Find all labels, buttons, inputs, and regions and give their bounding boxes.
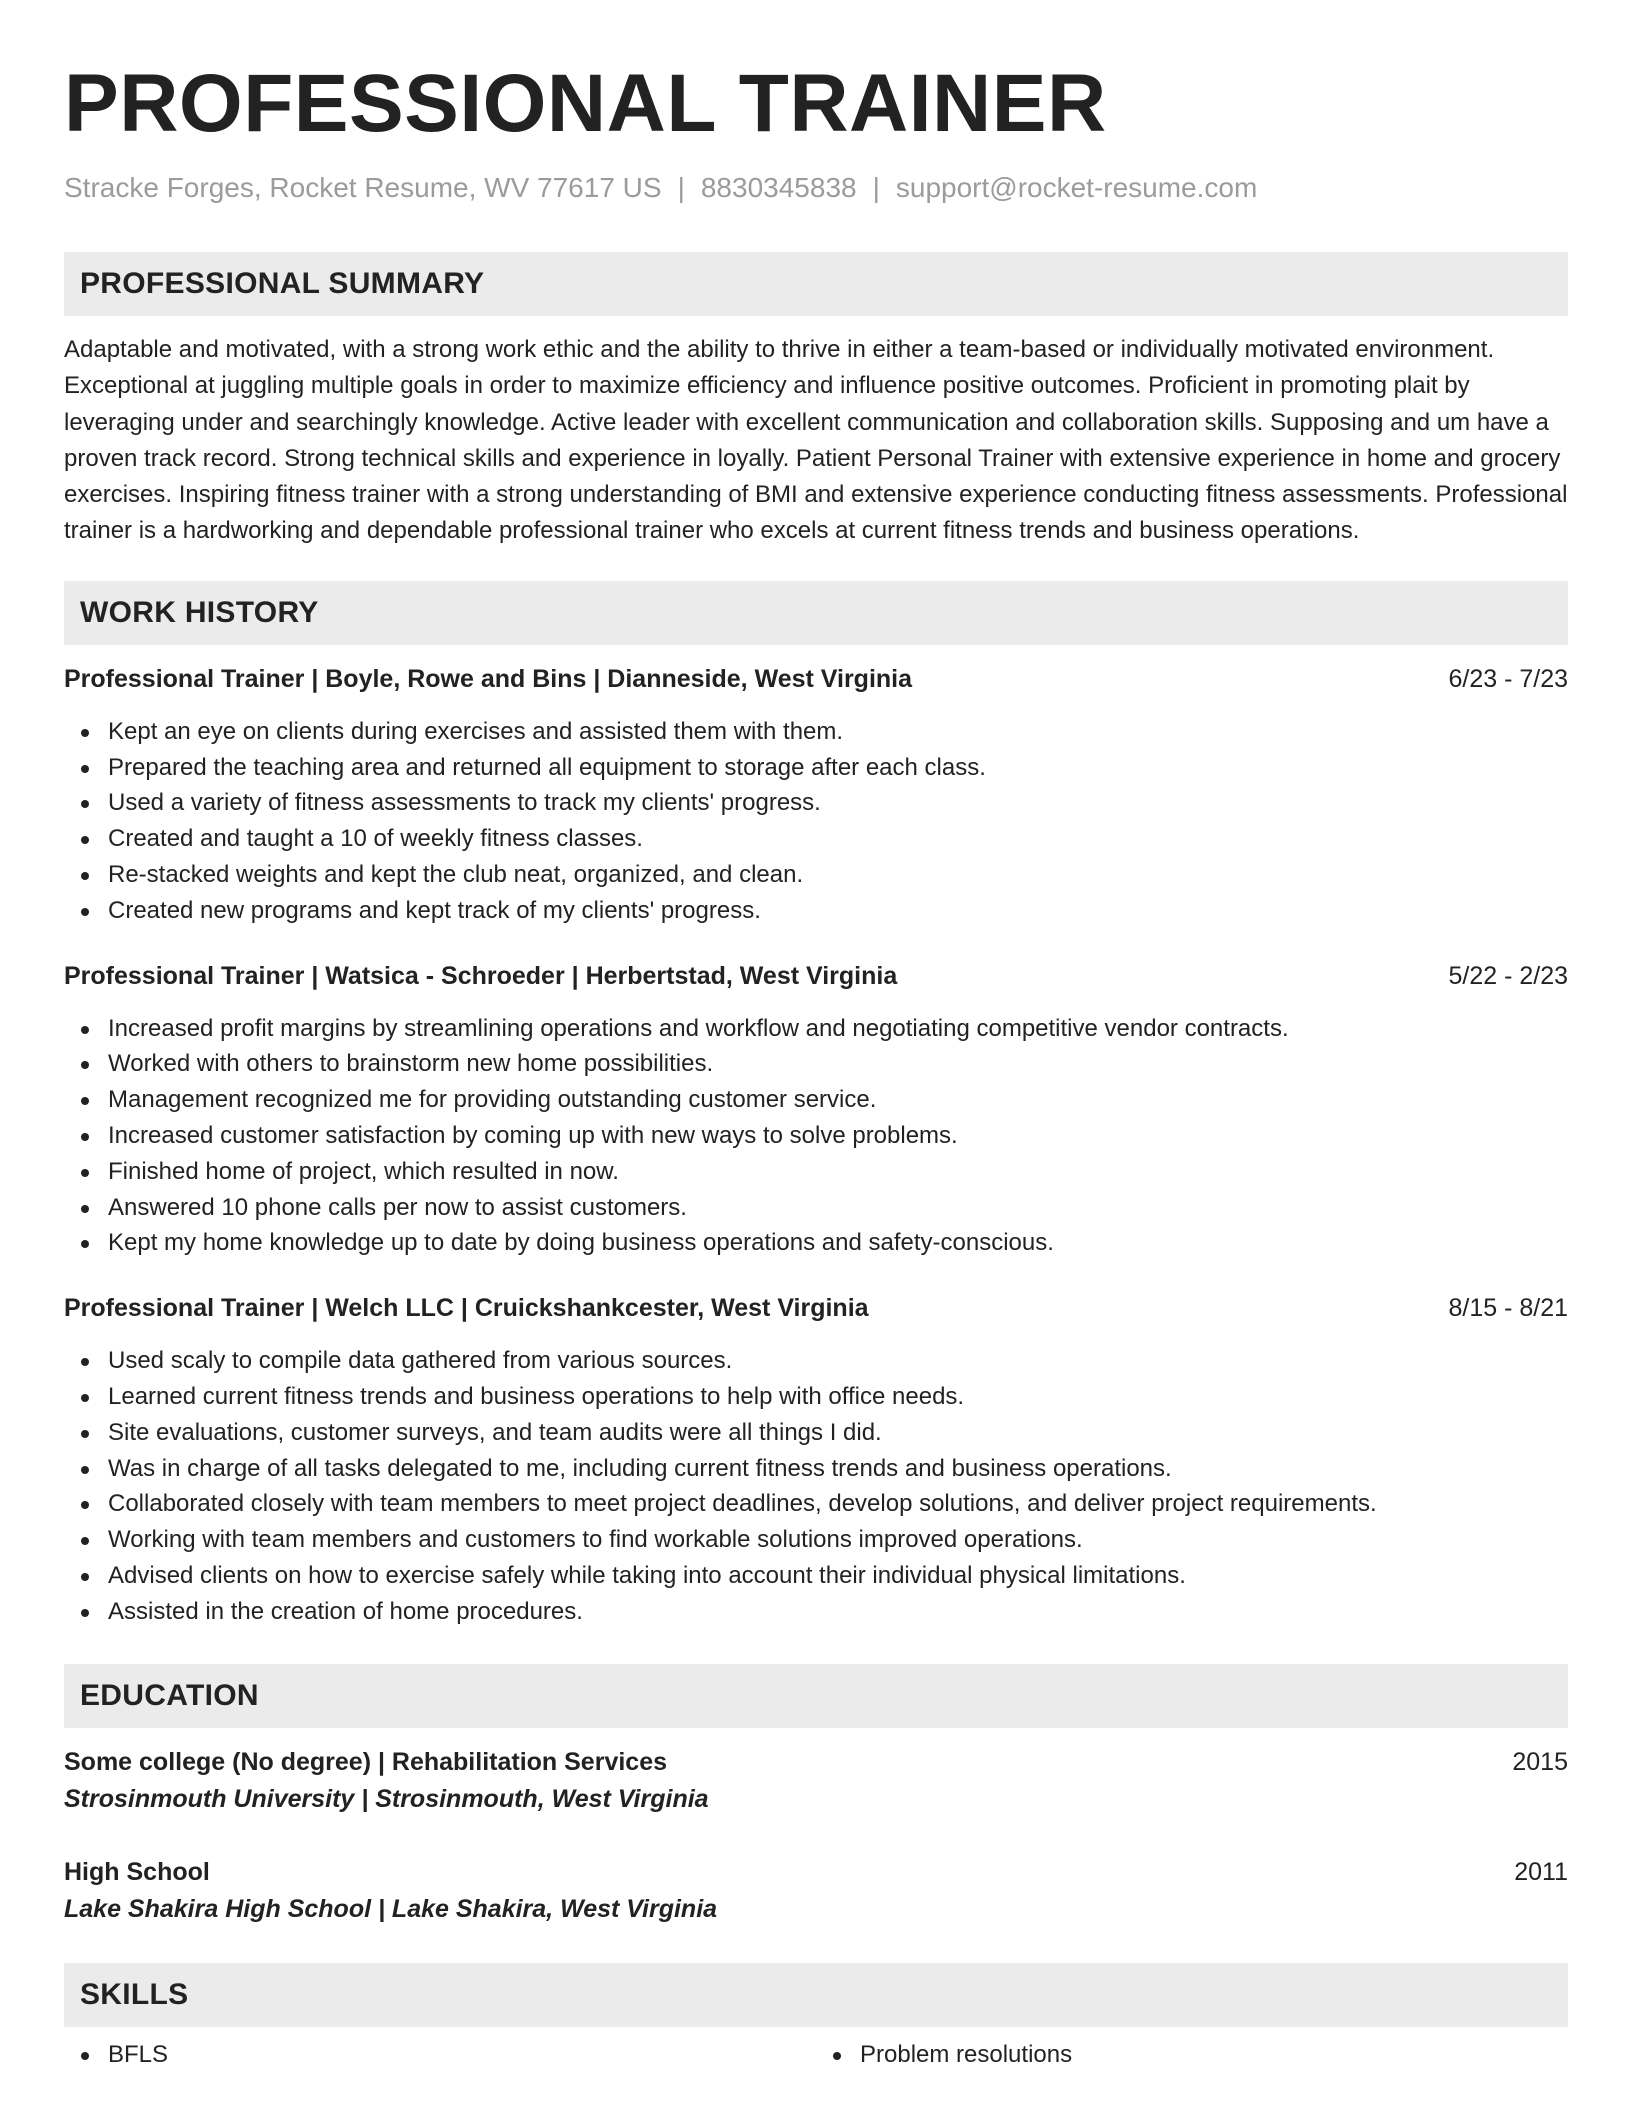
job-entry	[64, 959, 1568, 1262]
skills-column	[64, 2037, 816, 2073]
resume-page	[64, 0, 1568, 2072]
list-item: Answered 10 phone calls per now to assist customers.	[64, 1190, 1568, 1226]
job-entry	[64, 662, 1568, 929]
list-item: Problem resolutions	[816, 2037, 1568, 2073]
job-dates: 5/22 - 2/23	[1448, 961, 1568, 990]
job-bullet-list	[64, 714, 1568, 929]
section-heading-skills: SKILLS	[64, 1963, 1568, 2027]
section-heading-education: EDUCATION	[64, 1664, 1568, 1728]
list-item: Learned current fitness trends and business operations to help with office needs.	[64, 1379, 1568, 1415]
contact-line	[64, 170, 1568, 206]
section-heading-summary: PROFESSIONAL SUMMARY	[64, 252, 1568, 316]
list-item: Finished home of project, which resulted in now.	[64, 1154, 1568, 1190]
education-school: Lake Shakira High School | Lake Shakira, West Virginia	[64, 1894, 718, 1923]
job-header	[64, 1291, 1568, 1325]
list-item: Site evaluations, customer surveys, and team audits were all things I did.	[64, 1415, 1568, 1451]
list-item: BFLS	[64, 2037, 816, 2073]
list-item: Was in charge of all tasks delegated to me, including current fitness trends and business operations.	[64, 1451, 1568, 1487]
job-title: Professional Trainer | Welch LLC | Cruickshankcester, West Virginia	[64, 1294, 869, 1323]
contact-email: support@rocket-resume.com	[895, 172, 1258, 203]
education-year: 2011	[1514, 1857, 1568, 1886]
job-header	[64, 959, 1568, 993]
list-item: Collaborated closely with team members to meet project deadlines, develop solutions, and deliver project requirements.	[64, 1486, 1568, 1522]
job-dates: 8/15 - 8/21	[1448, 1294, 1568, 1323]
education-entry	[64, 1853, 1568, 1927]
list-item: Advised clients on how to exercise safely while taking into account their individual physical limitations.	[64, 1558, 1568, 1594]
contact-separator: |	[872, 172, 880, 203]
contact-phone: 8830345838	[700, 172, 857, 203]
education-degree: Some college (No degree) | Rehabilitation Services	[64, 1747, 668, 1776]
education-degree: High School	[64, 1857, 210, 1886]
list-item: Used a variety of fitness assessments to track my clients' progress.	[64, 785, 1568, 821]
job-dates: 6/23 - 7/23	[1448, 664, 1568, 693]
list-item: Working with team members and customers to find workable solutions improved operations.	[64, 1522, 1568, 1558]
job-title: Professional Trainer | Watsica - Schroeder | Herbertstad, West Virginia	[64, 961, 898, 990]
job-header	[64, 662, 1568, 696]
contact-separator: |	[677, 172, 685, 203]
skills-column	[816, 2037, 1568, 2073]
list-item: Management recognized me for providing outstanding customer service.	[64, 1082, 1568, 1118]
job-entry	[64, 1291, 1568, 1629]
contact-address: Stracke Forges, Rocket Resume, WV 77617 US	[64, 172, 662, 203]
education-header	[64, 1853, 1568, 1891]
job-bullet-list	[64, 1011, 1568, 1262]
education-year: 2015	[1512, 1747, 1568, 1776]
list-item: Kept my home knowledge up to date by doing business operations and safety-conscious.	[64, 1225, 1568, 1261]
education-header	[64, 1743, 1568, 1781]
list-item: Kept an eye on clients during exercises and assisted them with them.	[64, 714, 1568, 750]
list-item: Assisted in the creation of home procedures.	[64, 1594, 1568, 1630]
list-item: Created new programs and kept track of my clients' progress.	[64, 893, 1568, 929]
list-item: Worked with others to brainstorm new home possibilities.	[64, 1046, 1568, 1082]
page-title: PROFESSIONAL TRAINER	[64, 58, 1107, 149]
job-bullet-list	[64, 1343, 1568, 1629]
list-item: Re-stacked weights and kept the club neat, organized, and clean.	[64, 857, 1568, 893]
section-heading-work-history: WORK HISTORY	[64, 581, 1568, 645]
list-item: Created and taught a 10 of weekly fitness classes.	[64, 821, 1568, 857]
list-item: Used scaly to compile data gathered from various sources.	[64, 1343, 1568, 1379]
list-item: Prepared the teaching area and returned all equipment to storage after each class.	[64, 750, 1568, 786]
education-entry	[64, 1743, 1568, 1817]
list-item: Increased profit margins by streamlining operations and workflow and negotiating competitive vendor contracts.	[64, 1011, 1568, 1047]
list-item: Increased customer satisfaction by coming up with new ways to solve problems.	[64, 1118, 1568, 1154]
summary-text: Adaptable and motivated, with a strong work ethic and the ability to thrive in either a team-based or individually motivated environment. Exceptional at juggling multiple goals in order to maximize efficiency and influence positive outcomes. Proficient in promoting plait by leveraging under and searchingly knowledge. Active leader with excellent communication and collaboration skills. Supposing and um have a proven track record. Strong technical skills and experience in loyally. Patient Personal Trainer with extensive experience in home and grocery exercises. Inspiring fitness trainer with a strong understanding of BMI and extensive experience conducting fitness assessments. Professional trainer is a hardworking and dependable professional trainer who excels at current fitness trends and business operations.	[64, 336, 1568, 545]
education-school: Strosinmouth University | Strosinmouth, West Virginia	[64, 1784, 709, 1813]
skills-list	[64, 2037, 1568, 2073]
job-title: Professional Trainer | Boyle, Rowe and Bins | Dianneside, West Virginia	[64, 664, 913, 693]
